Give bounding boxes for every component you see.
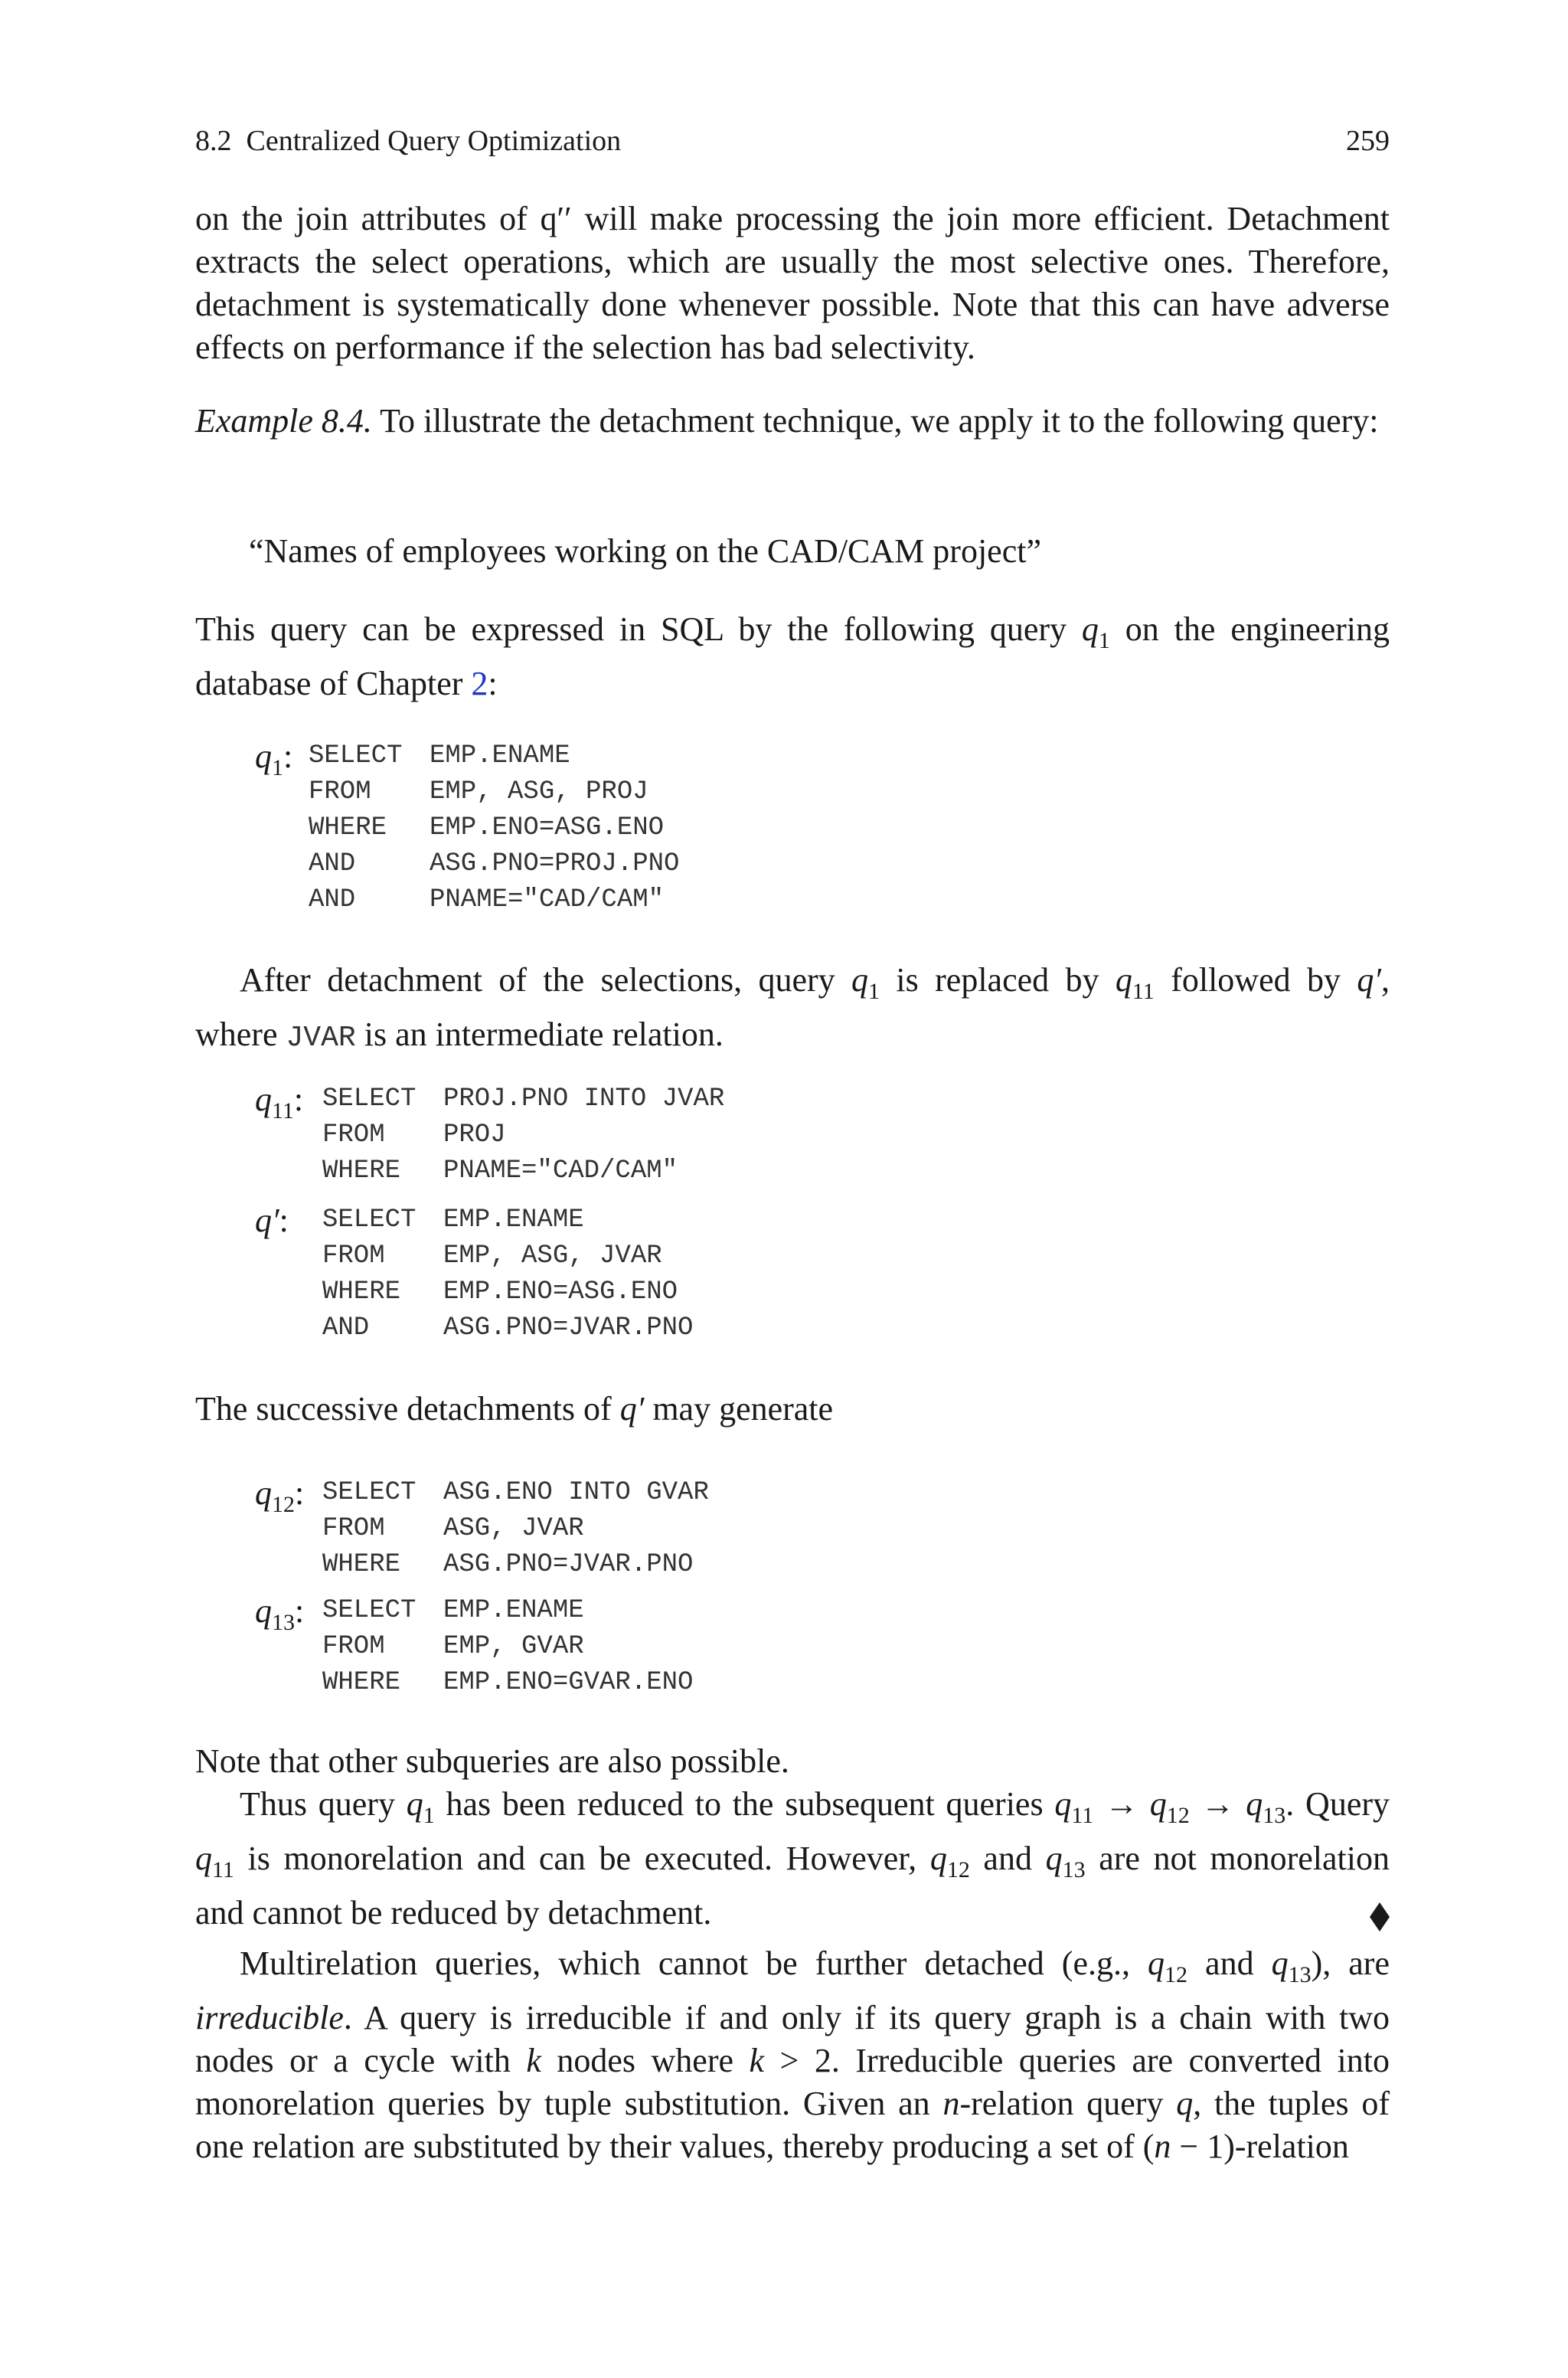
query-label-q1: $q_1$: [255,738,293,780]
code-line: WHERE EMP.ENO=GVAR.ENO [322,1668,694,1697]
code-line: AND ASG.PNO=PROJ.PNO [309,849,680,878]
code-line: FROM EMP, ASG, PROJ [309,777,648,806]
chapter-link[interactable]: 2 [471,664,488,702]
running-header [195,123,1390,159]
code-block-q12 [322,1475,709,1583]
code-line: AND PNAME="CAD/CAM" [309,885,665,914]
paragraph-detachment-intro [195,198,1390,369]
paragraph-other-subqueries: Note that other subqueries are also possible. [195,1742,789,1780]
paragraph-after-detachment [195,959,1390,1060]
code-line: FROM EMP, GVAR [322,1632,584,1661]
paragraph-successive-detachments: The successive detachments of q′ may generate [195,1390,834,1428]
text-line: After detachment of the selections, query $q_1$ is replaced by $q_{11}$ followed by q′, [240,961,1390,1004]
page-number: 259 [1346,125,1390,157]
text-line: and cannot be reduced by detachment. [195,1892,1390,1935]
paragraph-text: Multirelation queries, which cannot be further detached (e.g., $q_{12}$ and $q_{13}$), are irreducible. A query is irreducible if and only if its query graph is a chain with two nodes or a cycle with k nodes where k > 2. Irreducible queries are converted into monorelation queries by tuple substitution. Given an n-relation query q, the tuples of one relation are substituted by their values, thereby producing a set of (n − 1)-relation [195,1945,1390,2165]
paragraph-text: on the join attributes of q′′ will make processing the join more efficient. Detachment extracts the select operations, which are usually the most selective ones. Therefore, detachment is systematically done whenever possible. Note that this can have adverse effects on performance if the selection has bad selectivity. [195,200,1390,366]
text-run: : [488,664,498,702]
text-line: where JVAR is an intermediate relation. [195,1015,724,1055]
query-symbol: $q_1$ [1081,610,1110,653]
code-line: WHERE ASG.PNO=JVAR.PNO [322,1550,694,1579]
paragraph-sql-expression [195,608,1390,705]
code-block-q11 [322,1081,724,1189]
text-run: on the engineering database of Chapter [195,610,1390,702]
code-line: FROM ASG, JVAR [322,1514,584,1543]
end-of-example-icon [1370,1902,1390,1932]
code-line: SELECT PROJ.PNO INTO JVAR [322,1084,725,1114]
query-label-q12: $q_{12}$: [255,1474,305,1517]
code-line: SELECT EMP.ENAME [309,741,570,770]
code-line: WHERE PNAME="CAD/CAM" [322,1156,678,1186]
example-text: To illustrate the detachment technique, we apply it to the following query: [371,402,1379,440]
paragraph-reduced-queries [195,1783,1390,1935]
code-line: WHERE EMP.ENO=ASG.ENO [322,1277,678,1307]
query-quote: “Names of employees working on the CAD/CAM project” [249,532,1041,570]
example-label: Example 8.4. [195,402,372,440]
paragraph-irreducible-queries [195,1942,1390,2168]
example-paragraph [195,400,1390,443]
section-title: 8.2 Centralized Query Optimization [195,125,622,157]
code-block-qprime [322,1202,693,1346]
jvar-code: JVAR [286,1021,356,1055]
text-run: This query can be expressed in SQL by the following query [195,610,1082,648]
text-line: $q_{11}$ is monorelation and can be executed. However, $q_{12}$ and $q_{13}$ are not monorelation [195,1839,1390,1882]
code-line: SELECT EMP.ENAME [322,1205,584,1235]
code-line: SELECT EMP.ENAME [322,1596,584,1625]
text-line: Thus query $q_1$ has been reduced to the subsequent queries $q_{11} \to q_{12} \to q_{13}$. Query [240,1785,1390,1828]
code-line: AND ASG.PNO=JVAR.PNO [322,1313,694,1343]
query-label-q11: $q_{11}$: [255,1081,304,1124]
query-label-qprime: q′: [255,1202,289,1239]
code-block-q1 [309,738,679,918]
code-line: FROM PROJ [322,1120,506,1150]
code-line: SELECT ASG.ENO INTO GVAR [322,1478,709,1507]
query-label-q13: $q_{13}$: [255,1592,305,1635]
code-line: FROM EMP, ASG, JVAR [322,1241,662,1271]
code-line: WHERE EMP.ENO=ASG.ENO [309,813,665,842]
code-block-q13 [322,1593,693,1701]
